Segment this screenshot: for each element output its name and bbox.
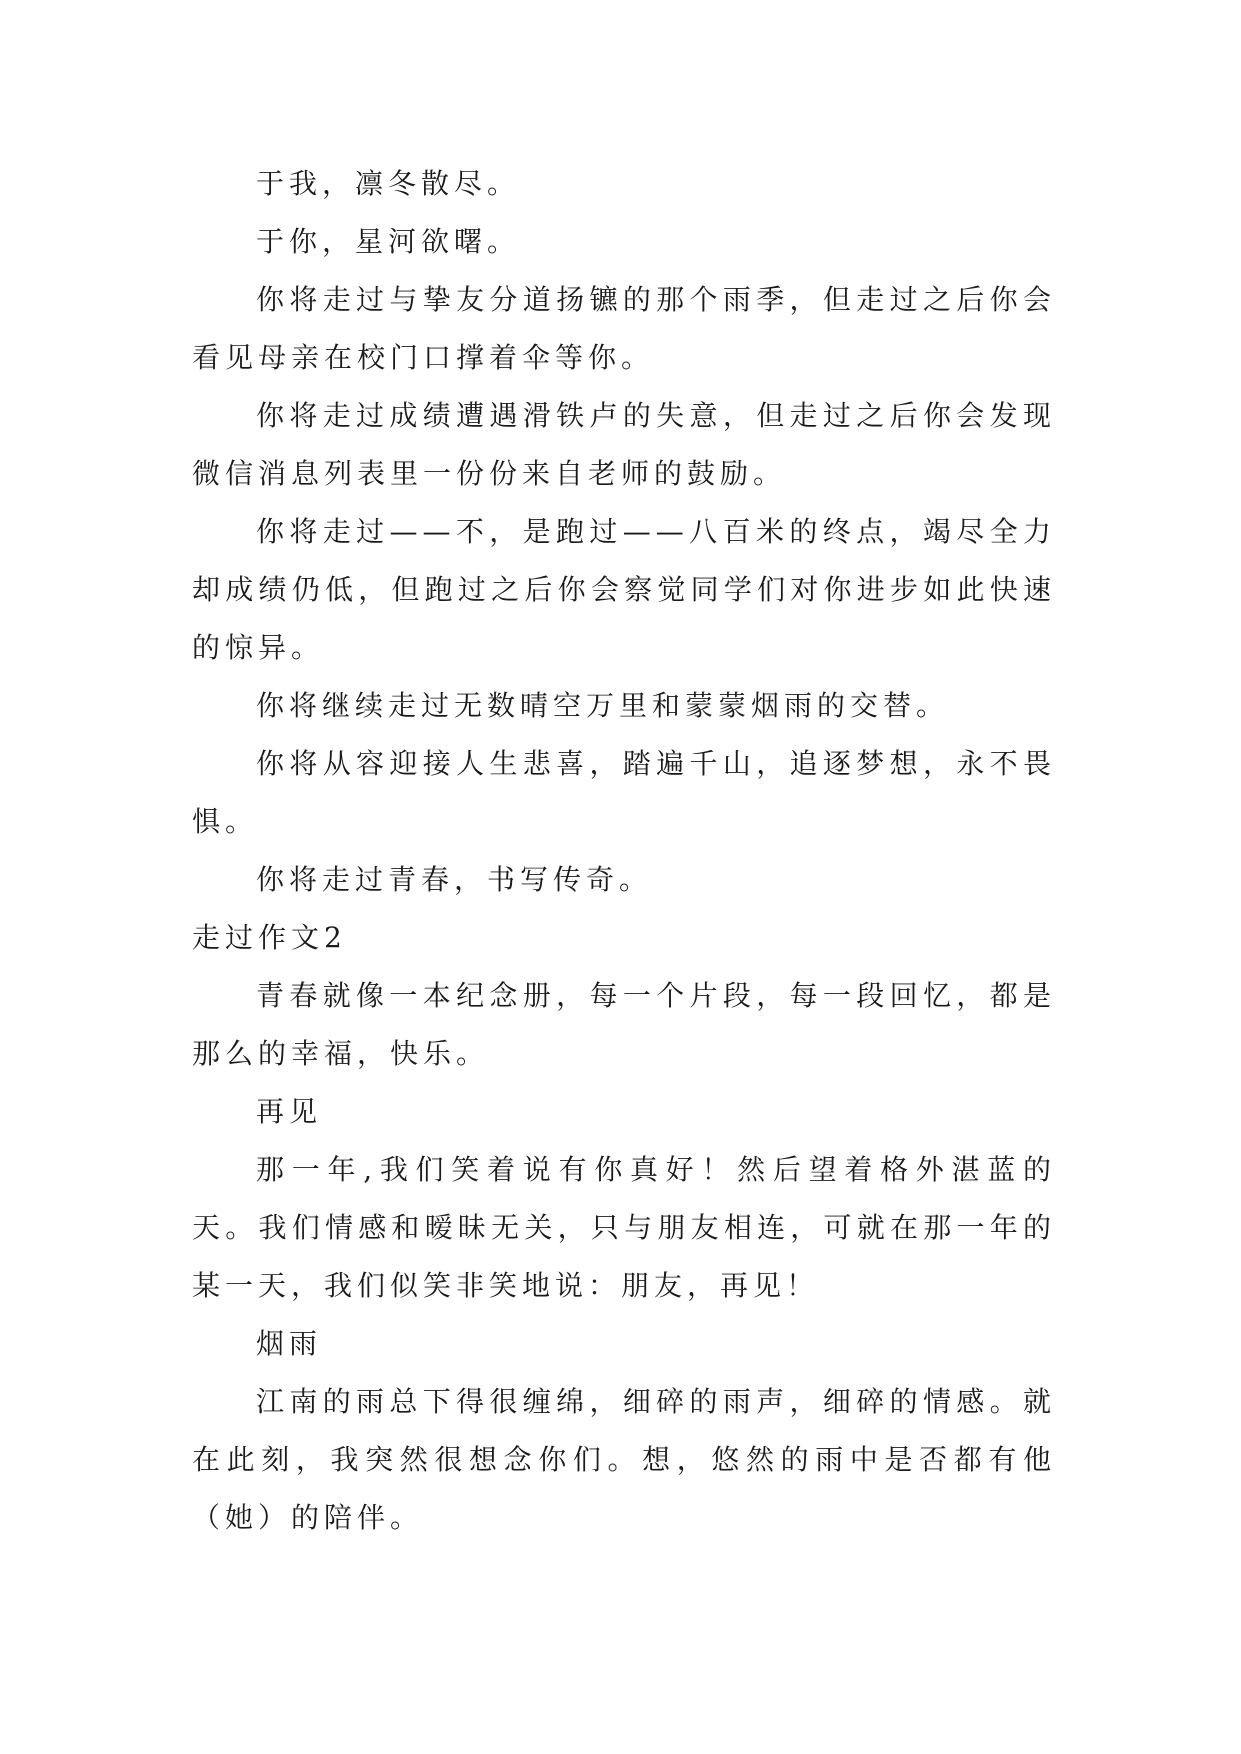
paragraph: 你将走过成绩遭遇滑铁卢的失意，但走过之后你会发现微信消息列表里一份份来自老师的鼓励。	[192, 399, 1056, 490]
paragraph: 江南的雨总下得很缠绵，细碎的雨声，细碎的情感。就在此刻，我突然很想念你们。想，悠然的雨中是否都有他（她）的陪伴。	[192, 1385, 1056, 1534]
paragraph: 于我，凛冬散尽。	[256, 167, 521, 200]
subheading: 再见	[256, 1095, 323, 1128]
paragraph: 你将走过——不，是跑过——八百米的终点，竭尽全力却成绩仍低，但跑过之后你会察觉同学们对你进步如此快速的惊异。	[192, 515, 1056, 664]
section-title: 走过作文2	[192, 921, 347, 954]
paragraph: 青春就像一本纪念册，每一个片段，每一段回忆，都是那么的幸福，快乐。	[192, 979, 1056, 1070]
document-page	[192, 155, 1056, 1547]
paragraph: 你将走过与挚友分道扬镳的那个雨季，但走过之后你会看见母亲在校门口撑着伞等你。	[192, 283, 1056, 374]
paragraph: 你将继续走过无数晴空万里和蒙蒙烟雨的交替。	[256, 689, 950, 722]
paragraph: 于你，星河欲曙。	[256, 225, 521, 258]
paragraph: 你将从容迎接人生悲喜，踏遍千山，追逐梦想，永不畏惧。	[192, 747, 1056, 838]
subheading: 烟雨	[256, 1327, 323, 1360]
paragraph: 你将走过青春，书写传奇。	[256, 863, 653, 896]
paragraph: 那一年,我们笑着说有你真好！然后望着格外湛蓝的天。我们情感和暧昧无关，只与朋友相连，可就在那一年的某一天，我们似笑非笑地说：朋友，再见！	[192, 1153, 1056, 1302]
